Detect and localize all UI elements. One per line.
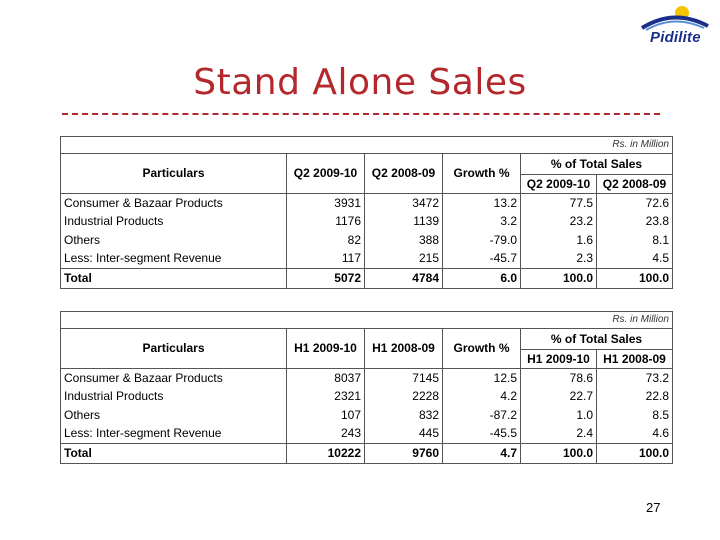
table-row (61, 250, 673, 269)
title-divider (62, 113, 660, 115)
cell-current: 82 (287, 231, 365, 250)
cell-growth: -45.5 (443, 425, 521, 444)
cell-previous: 3472 (365, 194, 443, 213)
row-label: Others (61, 231, 287, 250)
cell-share-current: 22.7 (521, 388, 597, 407)
cell-current: 2321 (287, 388, 365, 407)
header-share: % of Total Sales (521, 329, 673, 350)
row-label: Industrial Products (61, 388, 287, 407)
logo-wordmark: Pidilite (650, 29, 701, 46)
cell-share-current: 1.6 (521, 231, 597, 250)
cell-previous: 7145 (365, 369, 443, 388)
total-share-current: 100.0 (521, 269, 597, 289)
cell-previous: 1139 (365, 213, 443, 232)
cell-current: 1176 (287, 213, 365, 232)
cell-share-previous: 8.1 (597, 231, 673, 250)
cell-previous: 215 (365, 250, 443, 269)
cell-growth: 4.2 (443, 388, 521, 407)
table-row (61, 369, 673, 388)
cell-previous: 445 (365, 425, 443, 444)
row-label: Industrial Products (61, 213, 287, 232)
total-label: Total (61, 444, 287, 464)
cell-growth: 12.5 (443, 369, 521, 388)
cell-share-previous: 8.5 (597, 406, 673, 425)
total-label: Total (61, 269, 287, 289)
table-row (61, 388, 673, 407)
quarterly-sales-table (60, 136, 673, 289)
subheader-previous: Q2 2008-09 (597, 175, 673, 194)
cell-share-previous: 73.2 (597, 369, 673, 388)
header-current: Q2 2009-10 (287, 154, 365, 194)
cell-share-current: 2.4 (521, 425, 597, 444)
total-row (61, 269, 673, 289)
page-number: 27 (646, 500, 661, 515)
cell-current: 3931 (287, 194, 365, 213)
unit-label: Rs. in Million (61, 312, 673, 329)
header-share: % of Total Sales (521, 154, 673, 175)
page-title: Stand Alone Sales (193, 62, 527, 103)
row-label: Consumer & Bazaar Products (61, 194, 287, 213)
row-label: Less: Inter-segment Revenue (61, 425, 287, 444)
cell-share-previous: 22.8 (597, 388, 673, 407)
table-row (61, 194, 673, 213)
total-current: 5072 (287, 269, 365, 289)
row-label: Consumer & Bazaar Products (61, 369, 287, 388)
cell-share-previous: 4.5 (597, 250, 673, 269)
header-particulars: Particulars (61, 329, 287, 369)
total-previous: 4784 (365, 269, 443, 289)
cell-current: 243 (287, 425, 365, 444)
cell-share-current: 1.0 (521, 406, 597, 425)
table-row (61, 213, 673, 232)
cell-share-current: 78.6 (521, 369, 597, 388)
cell-growth: 3.2 (443, 213, 521, 232)
pidilite-logo (638, 4, 714, 48)
header-previous: H1 2008-09 (365, 329, 443, 369)
cell-share-previous: 23.8 (597, 213, 673, 232)
total-share-previous: 100.0 (597, 444, 673, 464)
total-previous: 9760 (365, 444, 443, 464)
cell-growth: -79.0 (443, 231, 521, 250)
total-growth: 6.0 (443, 269, 521, 289)
cell-growth: -45.7 (443, 250, 521, 269)
table-row (61, 406, 673, 425)
header-particulars: Particulars (61, 154, 287, 194)
header-current: H1 2009-10 (287, 329, 365, 369)
cell-current: 107 (287, 406, 365, 425)
header-growth: Growth % (443, 154, 521, 194)
header-growth: Growth % (443, 329, 521, 369)
total-share-current: 100.0 (521, 444, 597, 464)
cell-current: 117 (287, 250, 365, 269)
total-current: 10222 (287, 444, 365, 464)
unit-label: Rs. in Million (61, 137, 673, 154)
subheader-current: H1 2009-10 (521, 350, 597, 369)
table-row (61, 231, 673, 250)
subheader-current: Q2 2009-10 (521, 175, 597, 194)
cell-share-previous: 72.6 (597, 194, 673, 213)
total-growth: 4.7 (443, 444, 521, 464)
cell-share-current: 23.2 (521, 213, 597, 232)
cell-previous: 2228 (365, 388, 443, 407)
cell-previous: 388 (365, 231, 443, 250)
subheader-previous: H1 2008-09 (597, 350, 673, 369)
cell-previous: 832 (365, 406, 443, 425)
table-row (61, 425, 673, 444)
row-label: Less: Inter-segment Revenue (61, 250, 287, 269)
cell-current: 8037 (287, 369, 365, 388)
cell-share-current: 77.5 (521, 194, 597, 213)
row-label: Others (61, 406, 287, 425)
total-row (61, 444, 673, 464)
total-share-previous: 100.0 (597, 269, 673, 289)
cell-share-current: 2.3 (521, 250, 597, 269)
half-year-sales-table (60, 311, 673, 464)
header-previous: Q2 2008-09 (365, 154, 443, 194)
cell-growth: 13.2 (443, 194, 521, 213)
cell-share-previous: 4.6 (597, 425, 673, 444)
cell-growth: -87.2 (443, 406, 521, 425)
